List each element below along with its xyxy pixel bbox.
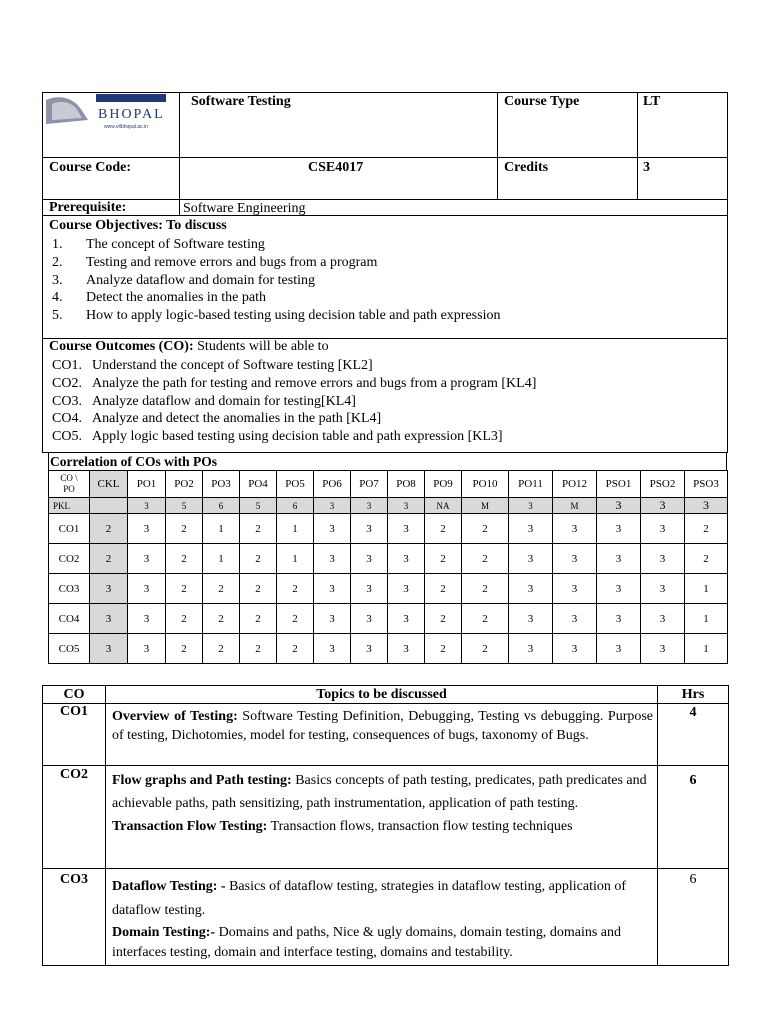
- table-cell: 2: [277, 604, 314, 634]
- correlation-header-row: [49, 471, 728, 498]
- table-cell: 6: [203, 498, 240, 514]
- objectives-title: Course Objectives: To discuss: [49, 218, 227, 233]
- header-cell: PO2: [166, 471, 203, 498]
- table-cell: 3: [597, 498, 641, 514]
- header-cell: PSO3: [685, 471, 728, 498]
- table-cell: 3: [314, 498, 351, 514]
- topics-header: Topics to be discussed: [106, 686, 658, 704]
- prerequisite-label: Prerequisite:: [49, 200, 127, 215]
- table-cell: 2: [90, 544, 128, 574]
- list-item: 3. Analyze dataflow and domain for testing: [52, 272, 315, 288]
- list-item: CO5. Apply logic based testing using decision table and path expression [KL3]: [52, 429, 503, 445]
- table-cell: 3: [388, 498, 425, 514]
- table-cell: 3: [351, 514, 388, 544]
- header-cell: PO1: [128, 471, 166, 498]
- outcomes-heading: [49, 339, 329, 355]
- table-cell: 2: [685, 514, 728, 544]
- table-cell: 2: [240, 634, 277, 664]
- table-cell: 6: [658, 766, 729, 869]
- table-cell: 3: [388, 634, 425, 664]
- table-cell: 3: [128, 514, 166, 544]
- table-cell: 2: [425, 574, 462, 604]
- correlation-table: [48, 470, 728, 664]
- table-cell: 3: [351, 498, 388, 514]
- list-item: 4. Detect the anomalies in the path: [52, 290, 266, 306]
- table-cell: 3: [597, 574, 641, 604]
- table-row: [49, 514, 728, 544]
- table-cell: 2: [685, 544, 728, 574]
- header-cell: PO6: [314, 471, 351, 498]
- table-cell: 2: [166, 544, 203, 574]
- table-cell: Dataflow Testing: - Basics of dataflow testing, strategies in dataflow testing, application of dataflow testing. Domain Testing:- Domains and paths, Nice & ugly domains, domain testing, domains and interfaces testing, domain and interface testing, domains and testability.: [106, 869, 658, 966]
- corner-cell: CO \ PO: [49, 471, 90, 498]
- table-cell: CO2: [43, 766, 106, 869]
- table-cell: CO5: [49, 634, 90, 664]
- table-row: [49, 634, 728, 664]
- topics-table: [42, 685, 729, 966]
- table-row: [43, 869, 729, 966]
- table-cell: 2: [203, 634, 240, 664]
- table-cell: 3: [128, 604, 166, 634]
- table-cell: 3: [314, 604, 351, 634]
- table-row: [49, 544, 728, 574]
- header-cell: PO9: [425, 471, 462, 498]
- table-cell: M: [553, 498, 597, 514]
- header-cell: PSO1: [597, 471, 641, 498]
- table-cell: 3: [314, 634, 351, 664]
- co-header: CO: [43, 686, 106, 704]
- table-cell: 2: [425, 604, 462, 634]
- table-cell: 3: [641, 544, 685, 574]
- table-cell: PKL: [49, 498, 90, 514]
- table-cell: 3: [641, 498, 685, 514]
- table-cell: 3: [553, 634, 597, 664]
- table-cell: 3: [90, 604, 128, 634]
- table-cell: 3: [314, 574, 351, 604]
- logo-text: BHOPAL: [98, 107, 165, 122]
- table-cell: 5: [240, 498, 277, 514]
- table-cell: 3: [128, 544, 166, 574]
- table-cell: 3: [553, 544, 597, 574]
- table-cell: CO2: [49, 544, 90, 574]
- table-cell: 3: [128, 498, 166, 514]
- table-cell: 3: [509, 514, 553, 544]
- table-cell: 1: [203, 544, 240, 574]
- table-row: [49, 604, 728, 634]
- table-cell: 2: [425, 544, 462, 574]
- table-cell: 3: [128, 574, 166, 604]
- table-cell: 3: [128, 634, 166, 664]
- outcomes-subtitle: Students will be able to: [197, 339, 329, 354]
- table-cell: 2: [166, 574, 203, 604]
- header-cell: PSO2: [641, 471, 685, 498]
- table-cell: 2: [277, 574, 314, 604]
- table-cell: 3: [351, 604, 388, 634]
- table-cell: 3: [509, 634, 553, 664]
- table-cell: 5: [166, 498, 203, 514]
- hrs-header: Hrs: [658, 686, 729, 704]
- table-cell: 3: [597, 604, 641, 634]
- table-row: [43, 704, 729, 766]
- table-cell: 2: [203, 574, 240, 604]
- table-cell: 3: [90, 634, 128, 664]
- list-item: CO3. Analyze dataflow and domain for testing[KL4]: [52, 393, 356, 409]
- table-cell: 4: [658, 704, 729, 766]
- table-cell: 2: [166, 514, 203, 544]
- table-cell: CO4: [49, 604, 90, 634]
- table-cell: 2: [240, 544, 277, 574]
- table-cell: 2: [240, 514, 277, 544]
- table-cell: 2: [462, 574, 509, 604]
- table-cell: Flow graphs and Path testing: Basics concepts of path testing, predicates, path predicates and achievable paths, path sensitizing, path instrumentation, application of path testing. Transaction Flow Testing: Transaction flows, transaction flow testing techniques: [106, 766, 658, 869]
- table-cell: 3: [388, 604, 425, 634]
- table-cell: 3: [597, 544, 641, 574]
- table-cell: 1: [685, 604, 728, 634]
- table-cell: 2: [240, 574, 277, 604]
- table-cell: 3: [553, 604, 597, 634]
- table-cell: 2: [240, 604, 277, 634]
- table-cell: 3: [509, 574, 553, 604]
- list-item: 5. How to apply logic-based testing using decision table and path expression: [52, 308, 501, 324]
- header-cell: PO8: [388, 471, 425, 498]
- table-cell: CO3: [49, 574, 90, 604]
- objectives-list: [44, 236, 724, 325]
- header-cell: CKL: [90, 471, 128, 498]
- table-cell: 3: [641, 574, 685, 604]
- table-cell: 3: [388, 574, 425, 604]
- table-cell: 3: [351, 634, 388, 664]
- logo-url: www.vitbhopal.ac.in: [104, 124, 148, 130]
- table-cell: 6: [277, 498, 314, 514]
- table-cell: 1: [277, 514, 314, 544]
- table-cell: CO1: [43, 704, 106, 766]
- table-cell: 3: [351, 544, 388, 574]
- institution-logo: [44, 94, 172, 134]
- table-cell: 3: [90, 574, 128, 604]
- table-cell: 3: [685, 498, 728, 514]
- table-cell: 1: [685, 574, 728, 604]
- table-cell: 3: [641, 604, 685, 634]
- table-cell: 3: [388, 514, 425, 544]
- table-cell: 3: [314, 544, 351, 574]
- list-item: 1. The concept of Software testing: [52, 237, 265, 252]
- table-cell: 1: [203, 514, 240, 544]
- list-item: 2. Testing and remove errors and bugs from a program: [52, 254, 378, 270]
- header-cell: PO7: [351, 471, 388, 498]
- table-cell: 2: [462, 544, 509, 574]
- course-code-label: Course Code:: [49, 160, 132, 175]
- table-cell: 6: [658, 869, 729, 966]
- topics-header-row: [43, 686, 729, 704]
- table-cell: 2: [90, 514, 128, 544]
- header-cell: PO11: [509, 471, 553, 498]
- table-cell: 2: [462, 514, 509, 544]
- table-cell: 3: [388, 544, 425, 574]
- table-cell: 2: [425, 514, 462, 544]
- outcomes-title: Course Outcomes (CO):: [49, 339, 194, 354]
- table-cell: 3: [597, 634, 641, 664]
- table-cell: Overview of Testing: Software Testing Definition, Debugging, Testing vs debugging. Purpose of testing, Dichotomies, model for testing, consequences of bugs, taxonomy of Bugs.: [106, 704, 658, 766]
- header-cell: PO5: [277, 471, 314, 498]
- course-type-label: Course Type: [504, 94, 580, 109]
- header-cell: PO3: [203, 471, 240, 498]
- table-cell: CO1: [49, 514, 90, 544]
- header-cell: PO10: [462, 471, 509, 498]
- table-cell: 2: [462, 634, 509, 664]
- prerequisite-value: Software Engineering: [183, 201, 306, 216]
- correlation-title: Correlation of COs with POs: [50, 454, 217, 469]
- table-cell: NA: [425, 498, 462, 514]
- table-row: [43, 766, 729, 869]
- table-cell: 3: [597, 514, 641, 544]
- header-cell: PO12: [553, 471, 597, 498]
- table-cell: 2: [203, 604, 240, 634]
- credits-label: Credits: [504, 160, 549, 175]
- table-cell: 3: [553, 574, 597, 604]
- table-row: [49, 574, 728, 604]
- table-cell: 3: [509, 498, 553, 514]
- pkl-row: [49, 498, 728, 514]
- table-cell: 3: [553, 514, 597, 544]
- list-item: CO1. Understand the concept of Software testing [KL2]: [52, 358, 373, 373]
- table-cell: 2: [425, 634, 462, 664]
- table-cell: 3: [314, 514, 351, 544]
- table-cell: 3: [509, 604, 553, 634]
- course-code-value: CSE4017: [308, 160, 364, 175]
- table-cell: [90, 498, 128, 514]
- table-cell: 3: [641, 514, 685, 544]
- table-cell: 2: [277, 634, 314, 664]
- outcomes-list: [52, 357, 722, 446]
- table-cell: 3: [351, 574, 388, 604]
- course-type-value: LT: [643, 94, 661, 109]
- table-cell: 2: [166, 634, 203, 664]
- table-cell: 3: [509, 544, 553, 574]
- table-cell: 1: [277, 544, 314, 574]
- course-title: Software Testing: [191, 94, 291, 109]
- table-cell: 2: [462, 604, 509, 634]
- table-cell: CO3: [43, 869, 106, 966]
- credits-value: 3: [643, 160, 650, 175]
- table-cell: 2: [166, 604, 203, 634]
- list-item: CO4. Analyze and detect the anomalies in the path [KL4]: [52, 411, 382, 427]
- list-item: CO2. Analyze the path for testing and remove errors and bugs from a program [KL4]: [52, 375, 537, 391]
- table-cell: 1: [685, 634, 728, 664]
- header-cell: PO4: [240, 471, 277, 498]
- table-cell: M: [462, 498, 509, 514]
- table-cell: 3: [641, 634, 685, 664]
